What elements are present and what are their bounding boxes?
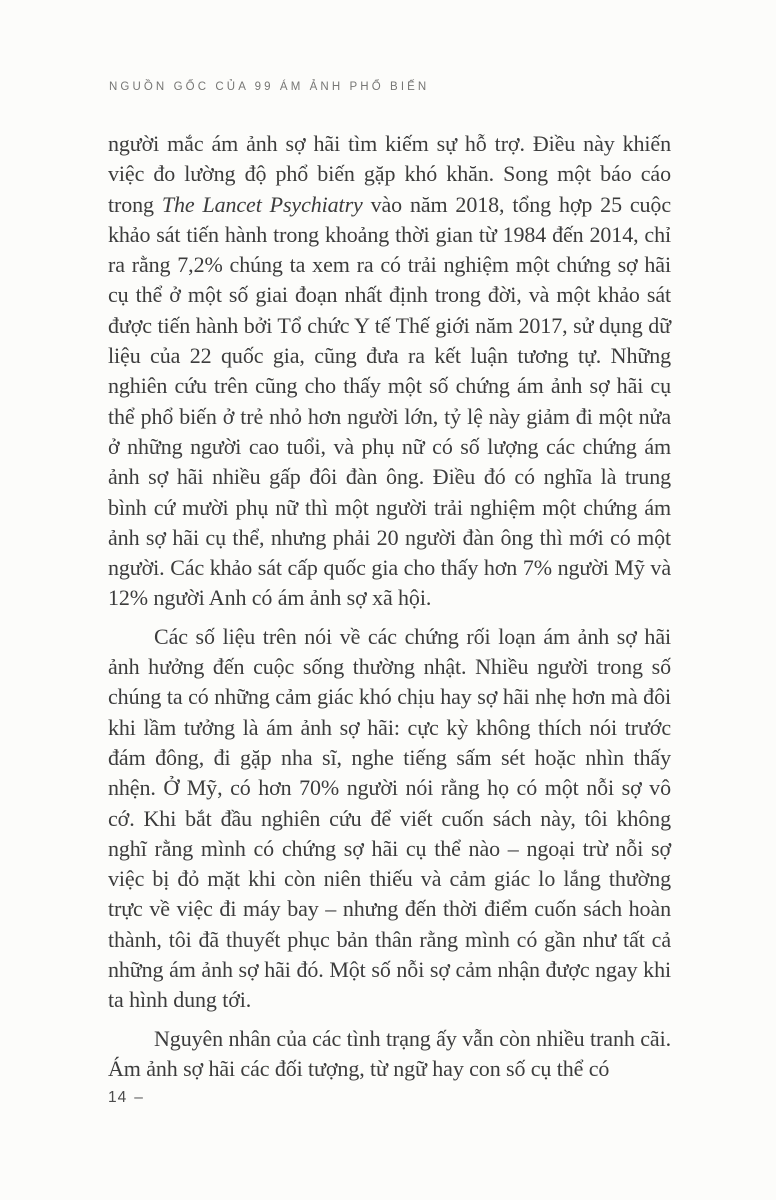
page-footer [108, 1089, 144, 1107]
journal-citation: The Lancet Psychiatry [161, 191, 363, 217]
paragraph [108, 129, 671, 614]
paragraph-text: người mắc ám ảnh sợ hãi tìm kiếm sự hỗ trợ. Điều này khiến việc đo lường độ phổ biến gặp khó khăn. Song một báo cáo trong [108, 131, 671, 217]
page-body [108, 129, 671, 1084]
running-header: NGUỒN GỐC CỦA 99 ÁM ẢNH PHỔ BIẾN [109, 81, 430, 93]
paragraph-text: vào năm 2018, tổng hợp 25 cuộc khảo sát tiến hành trong khoảng thời gian từ 1984 đến 2014, chỉ ra rằng 7,2% chúng ta xem ra có trải nghiệm một chứng sợ hãi cụ thể ở một số giai đoạn nhất định trong đời, và một khảo sát được tiến hành bởi Tổ chức Y tế Thế giới năm 2017, sử dụng dữ liệu của 22 quốc gia, cũng đưa ra kết luận tương tự. Những nghiên cứu trên cũng cho thấy một số chứng ám ảnh sợ hãi cụ thể phổ biến ở trẻ nhỏ hơn người lớn, tỷ lệ này giảm đi một nửa ở những người cao tuổi, và phụ nữ có số lượng các chứng ám ảnh sợ hãi nhiều gấp đôi đàn ông. Điều đó có nghĩa là trung bình cứ mười phụ nữ thì một người trải nghiệm một chứng ám ảnh sợ hãi cụ thể, nhưng phải 20 người đàn ông thì mới có một người. Các khảo sát cấp quốc gia cho thấy hơn 7% người Mỹ và 12% người Anh có ám ảnh sợ xã hội. [108, 191, 671, 611]
paragraph: Các số liệu trên nói về các chứng rối loạn ám ảnh sợ hãi ảnh hưởng đến cuộc sống thường nhật. Nhiều người trong số chúng ta có những cảm giác khó chịu hay sợ hãi nhẹ hơn mà đôi khi lầm tưởng là ám ảnh sợ hãi: cực kỳ không thích nói trước đám đông, đi gặp nha sĩ, nghe tiếng sấm sét hoặc nhìn thấy nhện. Ở Mỹ, có hơn 70% người nói rằng họ có một nỗi sợ vô cớ. Khi bắt đầu nghiên cứu để viết cuốn sách này, tôi không nghĩ rằng mình có chứng sợ hãi cụ thể nào – ngoại trừ nỗi sợ việc bị đỏ mặt khi còn niên thiếu và cảm giác lo lắng thường trực về việc đi máy bay – nhưng đến thời điểm cuốn sách hoàn thành, tôi đã thuyết phục bản thân rằng mình có gần như tất cả những ám ảnh sợ hãi đó. Một số nỗi sợ cảm nhận được ngay khi ta hình dung tới. [108, 623, 671, 1013]
paragraph: Nguyên nhân của các tình trạng ấy vẫn còn nhiều tranh cãi. Ám ảnh sợ hãi các đối tượng, từ ngữ hay con số cụ thể có [108, 1025, 671, 1081]
page-number: 14 [108, 1089, 128, 1106]
page-number-dash: – [134, 1089, 144, 1106]
